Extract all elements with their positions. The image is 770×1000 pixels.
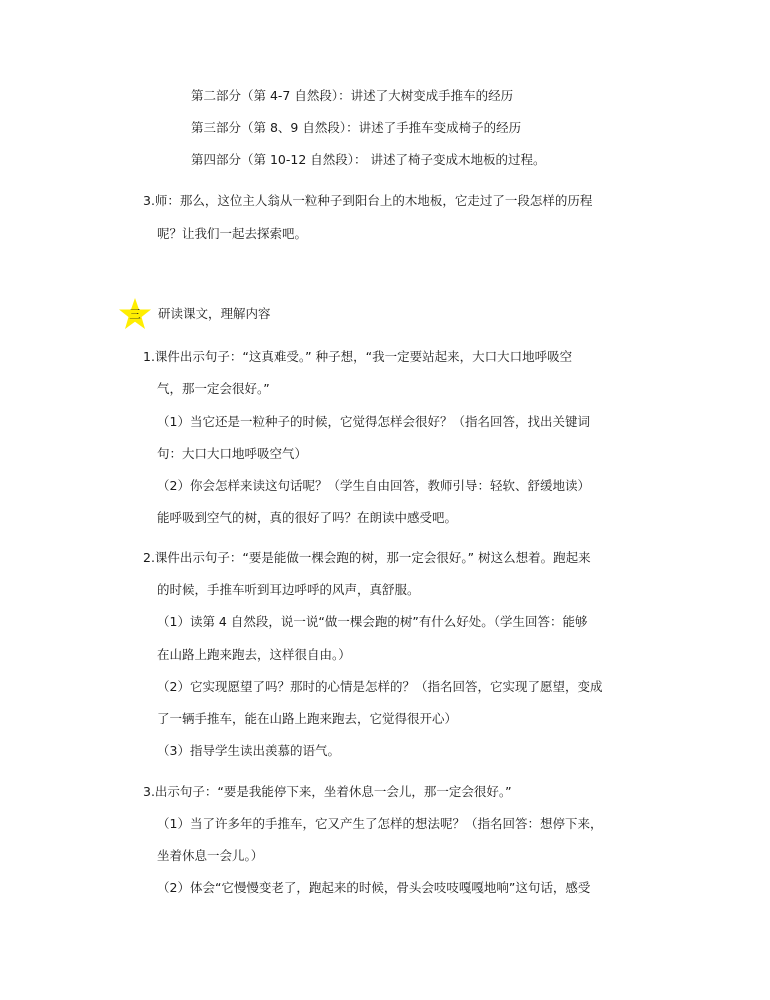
item-3-sub-1-line-1: （1）当了许多年的手推车，它又产生了怎样的想法呢？（指名回答：想停下来， bbox=[157, 816, 603, 831]
item-3-sub-1-line-2: 坐着休息一会儿。） bbox=[157, 848, 264, 863]
item-3-line-1: 3.出示句子：“要是我能停下来，坐着休息一会儿，那一定会很好。” bbox=[143, 784, 512, 799]
item-3-sub-2-line-1: （2）体会“它慢慢变老了，跑起来的时候，骨头会吱吱嘎嘎地响”这句话，感受 bbox=[157, 880, 591, 895]
outline-part-3: 第三部分（第 8、9 自然段）：讲述了手推车变成椅子的经历 bbox=[191, 120, 522, 135]
item-2-sub-1-line-2: 在山路上跑来跑去，这样很自由。） bbox=[157, 647, 351, 662]
item-2-line-1: 2.课件出示句子：“要是能做一棵会跑的树，那一定会很好。” 树这么想着。跑起来 bbox=[143, 550, 591, 565]
item-1-sub-1-line-1: （1）当它还是一粒种子的时候，它觉得怎样会很好？（指名回答，找出关键词 bbox=[157, 414, 590, 429]
outline-part-4: 第四部分（第 10-12 自然段）： 讲述了椅子变成木地板的过程。 bbox=[191, 152, 546, 167]
item-1-sub-2-line-1: （2）你会怎样来读这句话呢？（学生自由回答，教师引导：轻软、舒缓地读） bbox=[157, 478, 590, 493]
outline-part-2: 第二部分（第 4-7 自然段）：讲述了大树变成手推车的经历 bbox=[191, 88, 514, 103]
teacher-question-line-1: 3.师：那么，这位主人翁从一粒种子到阳台上的木地板，它走过了一段怎样的历程 bbox=[143, 193, 593, 208]
teacher-question-line-2: 呢？让我们一起去探索吧。 bbox=[157, 226, 308, 241]
item-1-line-1: 1.课件出示句子：“这真难受。” 种子想，“我一定要站起来，大口大口地呼吸空 bbox=[143, 349, 573, 364]
item-1-line-2: 气，那一定会很好。” bbox=[157, 381, 270, 396]
item-2-sub-2-line-2: 了一辆手推车，能在山路上跑来跑去，它觉得很开心） bbox=[157, 711, 458, 726]
item-1-sub-1-line-2: 句：大口大口地呼吸空气） bbox=[157, 446, 308, 461]
section-title: 研读课文，理解内容 bbox=[158, 306, 271, 321]
item-2-sub-2-line-1: （2）它实现愿望了吗？那时的心情是怎样的？（指名回答，它实现了愿望，变成 bbox=[157, 679, 603, 694]
section-number: 三 bbox=[129, 307, 141, 321]
item-2-sub-3: （3）指导学生读出羡慕的语气。 bbox=[157, 743, 340, 758]
item-2-line-2: 的时候，手推车听到耳边呼呼的风声，真舒服。 bbox=[157, 582, 420, 597]
item-2-sub-1-line-1: （1）读第 4 自然段，说一说“做一棵会跑的树”有什么好处。（学生回答：能够 bbox=[157, 614, 588, 629]
item-1-sub-2-line-2: 能呼吸到空气的树，真的很好了吗？在朗读中感受吧。 bbox=[157, 510, 458, 525]
